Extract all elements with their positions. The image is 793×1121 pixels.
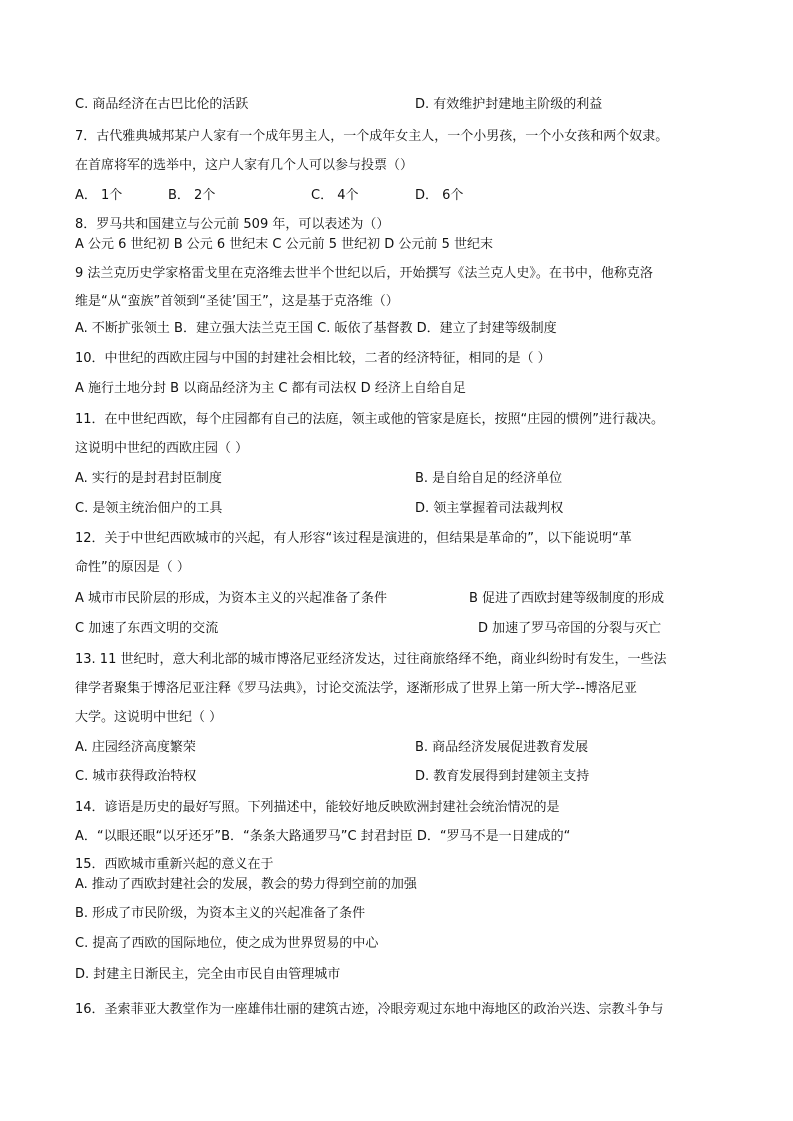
q6-options-row: [75, 96, 725, 114]
q6-option-c: C. 商品经济在古巴比伦的活跃: [75, 97, 249, 112]
q15-option-b: B. 形成了市民阶级，为资本主义的兴起准备了条件: [75, 906, 366, 921]
q13-option-a: A. 庄园经济高度繁荣: [75, 740, 196, 755]
q11-stem-line2: 这说明中世纪的西欧庄园（ ）: [75, 441, 249, 456]
q12-option-b: B 促进了西欧封建等级制度的形成: [469, 591, 665, 606]
q11-option-c: C. 是领主统治佃户的工具: [75, 501, 223, 516]
q13-option-d: D. 教育发展得到封建领主支持: [415, 769, 590, 784]
q13-option-c: C. 城市获得政治特权: [75, 769, 197, 784]
q9-stem-line2: 维是“从“蛮族”首领到“圣徒’国王”，这是基于克洛维（）: [75, 294, 399, 309]
q8-options: A 公元 6 世纪初 B 公元 6 世纪末 C 公元前 5 世纪初 D 公元前 5 世纪末: [75, 237, 493, 252]
q11-option-a: A. 实行的是封君封臣制度: [75, 471, 222, 486]
q12-options-row1: [75, 590, 735, 608]
q13-stem-line3: 大学。这说明中世纪（ ）: [75, 710, 223, 725]
q14-options: A．“以眼还眼“以牙还牙”B．“条条大路通罗马”C 封君封臣 D．“罗马不是一日建成的“: [75, 829, 571, 844]
q8-stem: 8．罗马共和国建立与公元前 509 年，可以表述为（）: [75, 217, 390, 232]
q13-options-row1: [75, 739, 725, 757]
q7-option-a: A． 1个: [75, 188, 123, 203]
q12-options-row2: [75, 620, 735, 638]
q15-option-d: D. 封建主日渐民主，完全由市民自由管理城市: [75, 967, 341, 982]
q15-option-c: C. 提高了西欧的国际地位，使之成为世界贸易的中心: [75, 936, 379, 951]
q11-options-row1: [75, 470, 725, 488]
q10-options: A 施行土地分封 B 以商品经济为主 C 都有司法权 D 经济上自给自足: [75, 381, 466, 396]
q15-option-a: A. 推动了西欧封建社会的发展，教会的势力得到空前的加强: [75, 877, 417, 892]
q9-options: A. 不断扩张领土 B．建立强大法兰克王国 C. 皈依了基督教 D．建立了封建等级制度: [75, 321, 557, 336]
q7-stem-line1: 7．古代雅典城邦某户人家有一个成年男主人，一个成年女主人，一个小男孩，一个小女孩和两个奴隶。: [75, 129, 669, 144]
q13-stem-line2: 律学者聚集于博洛尼亚注释《罗马法典》，讨论交流法学，逐渐形成了世界上第一所大学--博洛尼亚: [75, 681, 637, 696]
q12-stem-line1: 12．关于中世纪西欧城市的兴起，有人形容“该过程是演进的，但结果是革命的”，以下能说明“革: [75, 531, 632, 546]
q12-option-d: D 加速了罗马帝国的分裂与灭亡: [478, 621, 662, 636]
q13-options-row2: [75, 768, 725, 786]
q13-stem-line1: 13. 11 世纪时，意大利北部的城市博洛尼亚经济发达，过往商旅络绎不绝，商业纠纷时有发生，一些法: [75, 652, 667, 667]
q15-stem: 15．西欧城市重新兴起的意义在于: [75, 857, 274, 872]
q13-option-b: B. 商品经济发展促进教育发展: [415, 740, 589, 755]
q6-option-d: D. 有效维护封建地主阶级的利益: [415, 97, 603, 112]
q11-option-b: B. 是自给自足的经济单位: [415, 471, 563, 486]
q7-option-b: B． 2个: [168, 188, 216, 203]
q7-option-d: D． 6个: [415, 188, 464, 203]
q9-stem-line1: 9 法兰克历史学家格雷戈里在克洛维去世半个世纪以后，开始撰写《法兰克人史》。在书中，他称克洛: [75, 266, 653, 281]
q12-stem-line2: 命性”的原因是（ ）: [75, 560, 190, 575]
q10-stem: 10．中世纪的西欧庄园与中国的封建社会相比较，二者的经济特征，相同的是（ ）: [75, 351, 551, 366]
q11-stem-line1: 11．在中世纪西欧，每个庄园都有自己的法庭，领主或他的管家是庭长，按照“庄园的惯例”进行裁决。: [75, 412, 665, 427]
q12-option-a: A 城市市民阶层的形成，为资本主义的兴起准备了条件: [75, 591, 388, 606]
q7-stem-line2: 在首席将军的选举中，这户人家有几个人可以参与投票（）: [75, 158, 414, 173]
q11-option-d: D. 领主掌握着司法裁判权: [415, 501, 564, 516]
q11-options-row2: [75, 500, 725, 518]
q14-stem: 14．谚语是历史的最好写照。下列描述中，能较好地反映欧洲封建社会统治情况的是: [75, 800, 560, 815]
q12-option-c: C 加速了东西文明的交流: [75, 621, 219, 636]
q16-stem-line1: 16．圣索菲亚大教堂作为一座雄伟壮丽的建筑古迹，冷眼旁观过东地中海地区的政治兴迭、宗教斗争与: [75, 1002, 664, 1017]
q7-option-c: C． 4个: [311, 188, 359, 203]
